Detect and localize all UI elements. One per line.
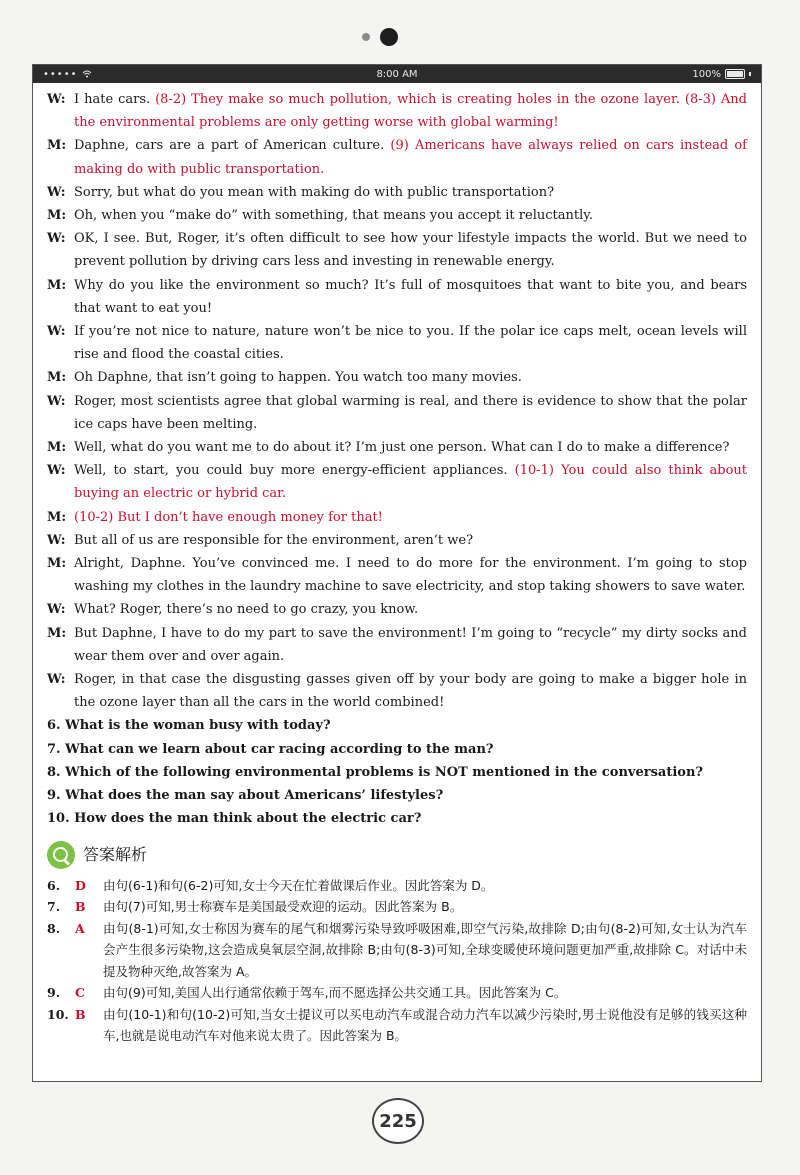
dialogue-turn xyxy=(47,366,747,389)
turn-text xyxy=(74,668,747,714)
turn-text xyxy=(74,506,747,529)
plain-text: Oh Daphne, that isn’t going to happen. You watch too many movies. xyxy=(74,370,522,386)
answer-letter: B xyxy=(75,899,86,914)
turn-text xyxy=(74,204,747,227)
speaker-label: W: xyxy=(47,231,66,247)
turn-text xyxy=(74,529,747,552)
plain-text: OK, I see. But, Roger, it’s often difficult to see how your lifestyle impacts the world. But we need to prevent pollution by driving cars less and investing in renewable energy. xyxy=(74,231,747,270)
battery-percent: 100% xyxy=(692,68,721,80)
plain-text: But all of us are responsible for the environment, aren’t we? xyxy=(74,532,474,548)
answer-number: 6. xyxy=(47,877,61,893)
speaker-label: M: xyxy=(47,277,67,293)
speaker-label: M: xyxy=(47,509,67,525)
plain-text: Daphne, cars are a part of American culture. xyxy=(74,138,391,154)
answer-explanation: 由句(10-1)和句(10-2)可知,当女士提议可以买电动汽车或混合动力汽车以减少污染时,男士说他没有足够的钱买这种车,也就是说电动汽车对他来说太贵了。因此答案为 B。 xyxy=(103,1006,747,1043)
turn-text xyxy=(74,622,747,668)
speaker-label: M: xyxy=(47,208,67,224)
answer-number: 7. xyxy=(47,899,61,914)
answer-item xyxy=(47,918,747,983)
dialogue-turn xyxy=(47,436,747,459)
plain-text: Well, to start, you could buy more energy-efficient appliances. xyxy=(74,463,515,479)
answer-item xyxy=(47,982,747,1004)
speaker-label: W: xyxy=(47,393,66,409)
answer-number: 8. xyxy=(47,920,61,936)
dialogue-turn xyxy=(47,204,747,227)
answer-explanation: 由句(9)可知,美国人出行通常依赖于驾车,而不愿选择公共交通工具。因此答案为 C。 xyxy=(103,985,567,1000)
turn-text xyxy=(74,274,747,320)
turn-text xyxy=(74,436,747,459)
turn-text xyxy=(74,390,747,436)
answer-letter: B xyxy=(75,1006,86,1022)
wifi-icon xyxy=(82,70,92,78)
turn-text xyxy=(74,88,747,134)
plain-text: But Daphne, I have to do my part to save the environment! I’m going to “recycle” my dirty socks and wear them over and over again. xyxy=(74,625,747,664)
page-number: 225 xyxy=(372,1098,424,1144)
turn-text xyxy=(74,181,747,204)
dialogue-turn xyxy=(47,227,747,273)
speaker-label: W: xyxy=(47,672,66,688)
plain-text: If you’re not nice to nature, nature won’t be nice to you. If the polar ice caps melt, ocean levels will rise and flood the coastal cities. xyxy=(74,324,747,363)
speaker-label: M: xyxy=(47,138,67,154)
dialogue-turn xyxy=(47,622,747,668)
turn-text xyxy=(74,598,747,621)
plain-text: Roger, most scientists agree that global warming is real, and there is evidence to show that the polar ice caps have been melting. xyxy=(74,393,747,432)
tablet-frame xyxy=(32,64,762,1082)
question-list xyxy=(47,714,747,830)
question-item: 7. What can we learn about car racing according to the man? xyxy=(47,741,494,757)
signal-dots: ••••• xyxy=(43,68,78,80)
dialogue-turn xyxy=(47,320,747,366)
answer-letter: A xyxy=(75,920,85,936)
question-item: 8. Which of the following environmental problems is NOT mentioned in the conversation? xyxy=(47,764,704,780)
battery-tip xyxy=(749,72,751,76)
answer-explanation: 由句(8-1)可知,女士称因为赛车的尾气和烟雾污染导致呼吸困难,即空气污染,故排除 D;由句(8-2)可知,女士认为汽车会产生很多污染物,这会造成臭氧层空洞,故排除 B;由句(8-3)可知,全球变暖使环境问题更加严重,故排除 C。对话中未提及物种灭绝,故答案为 A。 xyxy=(103,920,747,979)
turn-text xyxy=(74,134,747,180)
highlighted-text: (9) Americans have always relied on cars instead of making do with public transportation. xyxy=(74,138,747,177)
dialogue-turn xyxy=(47,274,747,320)
answer-explanation: 由句(6-1)和句(6-2)可知,女士今天在忙着做课后作业。因此答案为 D。 xyxy=(103,877,494,893)
speaker-label: W: xyxy=(47,463,66,479)
question-item: 9. What does the man say about Americans’ lifestyles? xyxy=(47,788,444,804)
battery-icon xyxy=(725,69,745,79)
answer-section-header xyxy=(47,841,747,869)
dialogue-turn xyxy=(47,529,747,552)
answer-explanation: 由句(7)可知,男士称赛车是美国最受欢迎的运动。因此答案为 B。 xyxy=(103,899,463,914)
answer-list xyxy=(47,875,747,1047)
speaker-label: W: xyxy=(47,324,66,340)
answer-item xyxy=(47,896,747,918)
answer-letter: D xyxy=(75,877,86,893)
plain-text: Why do you like the environment so much? It’s full of mosquitoes that want to bite you, and bears that want to eat you! xyxy=(74,277,747,316)
battery-indicator xyxy=(692,69,751,80)
highlighted-text: (10-2) But I don’t have enough money for that! xyxy=(74,509,383,525)
page-content xyxy=(33,83,761,1047)
turn-text xyxy=(74,227,747,273)
dialogue-transcript xyxy=(47,88,747,714)
page-dot-active xyxy=(380,28,398,46)
answer-number: 10. xyxy=(47,1006,69,1022)
turn-text xyxy=(74,320,747,366)
dialogue-turn xyxy=(47,181,747,204)
plain-text: Alright, Daphne. You’ve convinced me. I need to do more for the environment. I’m going to stop washing my clothes in the laundry machine to save electricity, and stop taking showers to save water. xyxy=(74,556,747,595)
speaker-label: W: xyxy=(47,92,66,107)
dialogue-turn xyxy=(47,552,747,598)
question-item: 10. How does the man think about the electric car? xyxy=(47,811,422,827)
plain-text: I hate cars. xyxy=(74,92,156,107)
status-time: 8:00 AM xyxy=(376,68,418,80)
question-item: 6. What is the woman busy with today? xyxy=(47,718,331,734)
highlighted-text: (8-2) They make so much pollution, which is creating holes in the ozone layer. (8-3) And the environmental problems are only getting worse with global warming! xyxy=(74,92,748,131)
plain-text: What? Roger, there’s no need to go crazy, you know. xyxy=(74,602,419,618)
highlighted-text: (10-1) You could also think about buying an electric or hybrid car. xyxy=(74,463,748,502)
dialogue-turn xyxy=(47,459,747,505)
plain-text: Oh, when you “make do” with something, that means you accept it reluctantly. xyxy=(74,208,593,224)
plain-text: Roger, in that case the disgusting gasses given off by your body are going to make a bigger hole in the ozone layer than all the cars in the world combined! xyxy=(74,672,747,711)
speaker-label: W: xyxy=(47,184,66,200)
dialogue-turn xyxy=(47,134,747,180)
dialogue-turn xyxy=(47,668,747,714)
page-dot-inactive xyxy=(362,33,370,41)
dialogue-turn xyxy=(47,598,747,621)
speaker-label: M: xyxy=(47,625,67,641)
plain-text: Sorry, but what do you mean with making do with public transportation? xyxy=(74,184,555,200)
speaker-label: M: xyxy=(47,440,67,456)
turn-text xyxy=(74,552,747,598)
answer-number: 9. xyxy=(47,985,61,1000)
answer-item xyxy=(47,875,747,897)
turn-text xyxy=(74,366,747,389)
speaker-label: M: xyxy=(47,556,67,572)
plain-text: Well, what do you want me to do about it? I’m just one person. What can I do to make a difference? xyxy=(74,440,730,456)
dialogue-turn xyxy=(47,88,747,134)
speaker-label: M: xyxy=(47,370,67,386)
dialogue-turn xyxy=(47,506,747,529)
status-bar xyxy=(33,65,761,83)
signal-indicator xyxy=(43,69,92,80)
answer-letter: C xyxy=(75,985,85,1000)
speaker-label: W: xyxy=(47,602,66,618)
answer-section-title: 答案解析 xyxy=(83,844,148,864)
turn-text xyxy=(74,459,747,505)
dialogue-turn xyxy=(47,390,747,436)
answer-item xyxy=(47,1004,747,1047)
magnifier-icon xyxy=(47,841,75,869)
speaker-label: W: xyxy=(47,532,66,548)
page-indicator-dots xyxy=(362,28,398,46)
